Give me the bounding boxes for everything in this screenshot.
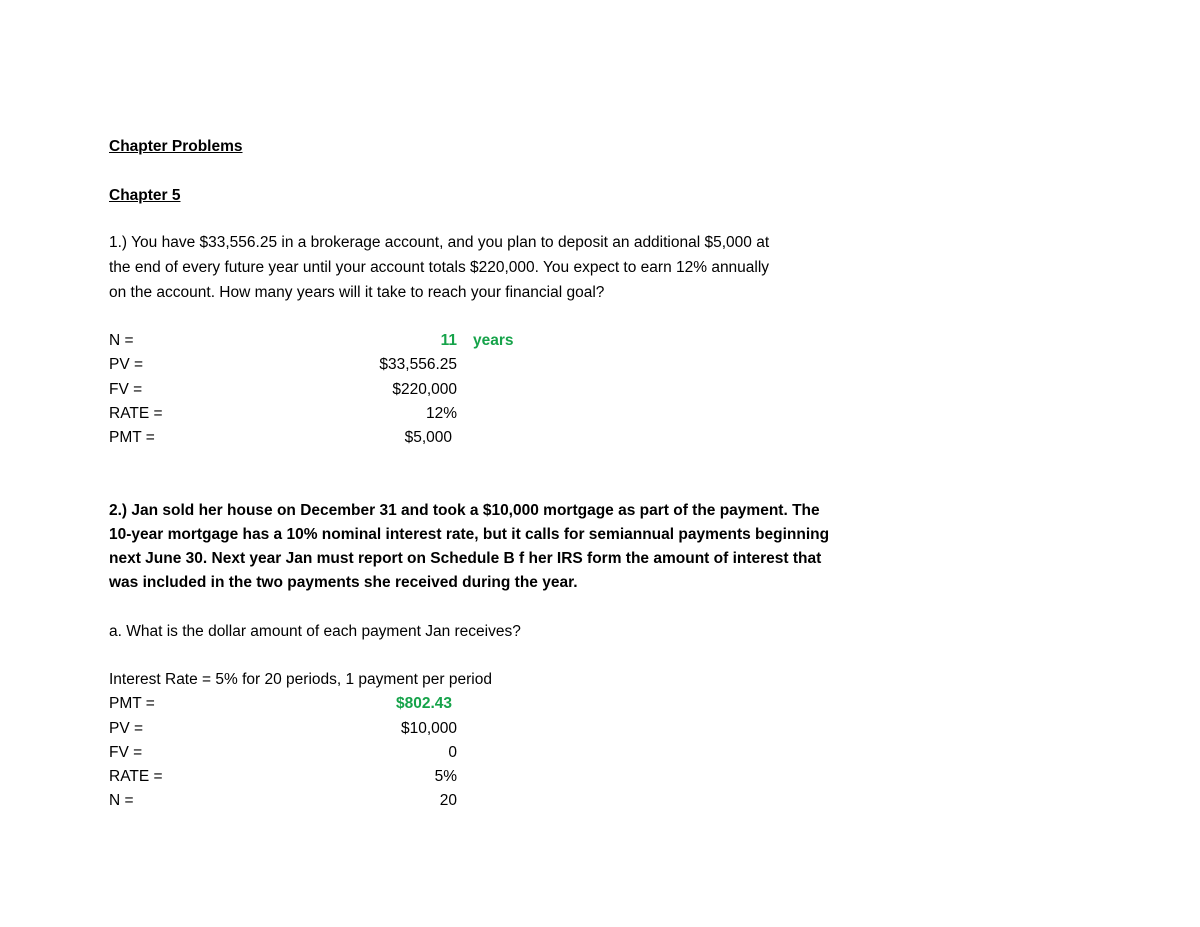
problem1-label-pmt: PMT = xyxy=(109,429,155,446)
chapter-heading: Chapter 5 xyxy=(109,187,181,204)
problem1-label-rate: RATE = xyxy=(109,405,163,422)
problem1-text-line-1: 1.) You have $33,556.25 in a brokerage account, and you plan to deposit an additional $5,000 at xyxy=(109,234,770,251)
problem2-value-fv: 0 xyxy=(448,744,457,761)
page-title: Chapter Problems xyxy=(109,138,243,155)
problem2-label-pv: PV = xyxy=(109,720,144,737)
problem2-label-fv: FV = xyxy=(109,744,143,761)
problem2-text-line-2: 10-year mortgage has a 10% nominal interest rate, but it calls for semiannual payments beginning xyxy=(109,526,830,543)
problem1-text-line-2: the end of every future year until your account totals $220,000. You expect to earn 12% annually xyxy=(109,259,770,276)
problem2-part-a: a. What is the dollar amount of each payment Jan receives? xyxy=(109,623,521,640)
problem2-label-rate: RATE = xyxy=(109,768,163,785)
problem2-text-line-3: next June 30. Next year Jan must report on Schedule B f her IRS form the amount of interest that xyxy=(109,550,822,567)
problem2-note: Interest Rate = 5% for 20 periods, 1 payment per period xyxy=(109,671,492,688)
problem2-value-pmt: $802.43 xyxy=(395,695,452,712)
problem2-label-n: N = xyxy=(109,792,134,809)
problem1-text-line-3: on the account. How many years will it take to reach your financial goal? xyxy=(109,284,605,301)
problem1-value-fv: $220,000 xyxy=(392,381,457,398)
problem1-label-fv: FV = xyxy=(109,381,143,398)
problem2-value-pv: $10,000 xyxy=(400,720,457,737)
problem2-label-pmt: PMT = xyxy=(109,695,155,712)
problem1-value-rate: 12% xyxy=(425,405,457,422)
problem1-label-n: N = xyxy=(109,332,134,349)
problem1-value-pmt: $5,000 xyxy=(404,429,452,446)
problem2-text-line-4: was included in the two payments she received during the year. xyxy=(109,574,578,591)
problem1-value-pv: $33,556.25 xyxy=(379,356,457,373)
problem2-text-line-1: 2.) Jan sold her house on December 31 and took a $10,000 mortgage as part of the payment. The xyxy=(109,502,820,519)
problem1-label-pv: PV = xyxy=(109,356,144,373)
problem2-value-rate: 5% xyxy=(434,768,457,785)
problem1-value-n: 11 xyxy=(440,332,457,349)
problem2-value-n: 20 xyxy=(439,792,457,809)
problem1-unit-years: years xyxy=(473,332,514,349)
